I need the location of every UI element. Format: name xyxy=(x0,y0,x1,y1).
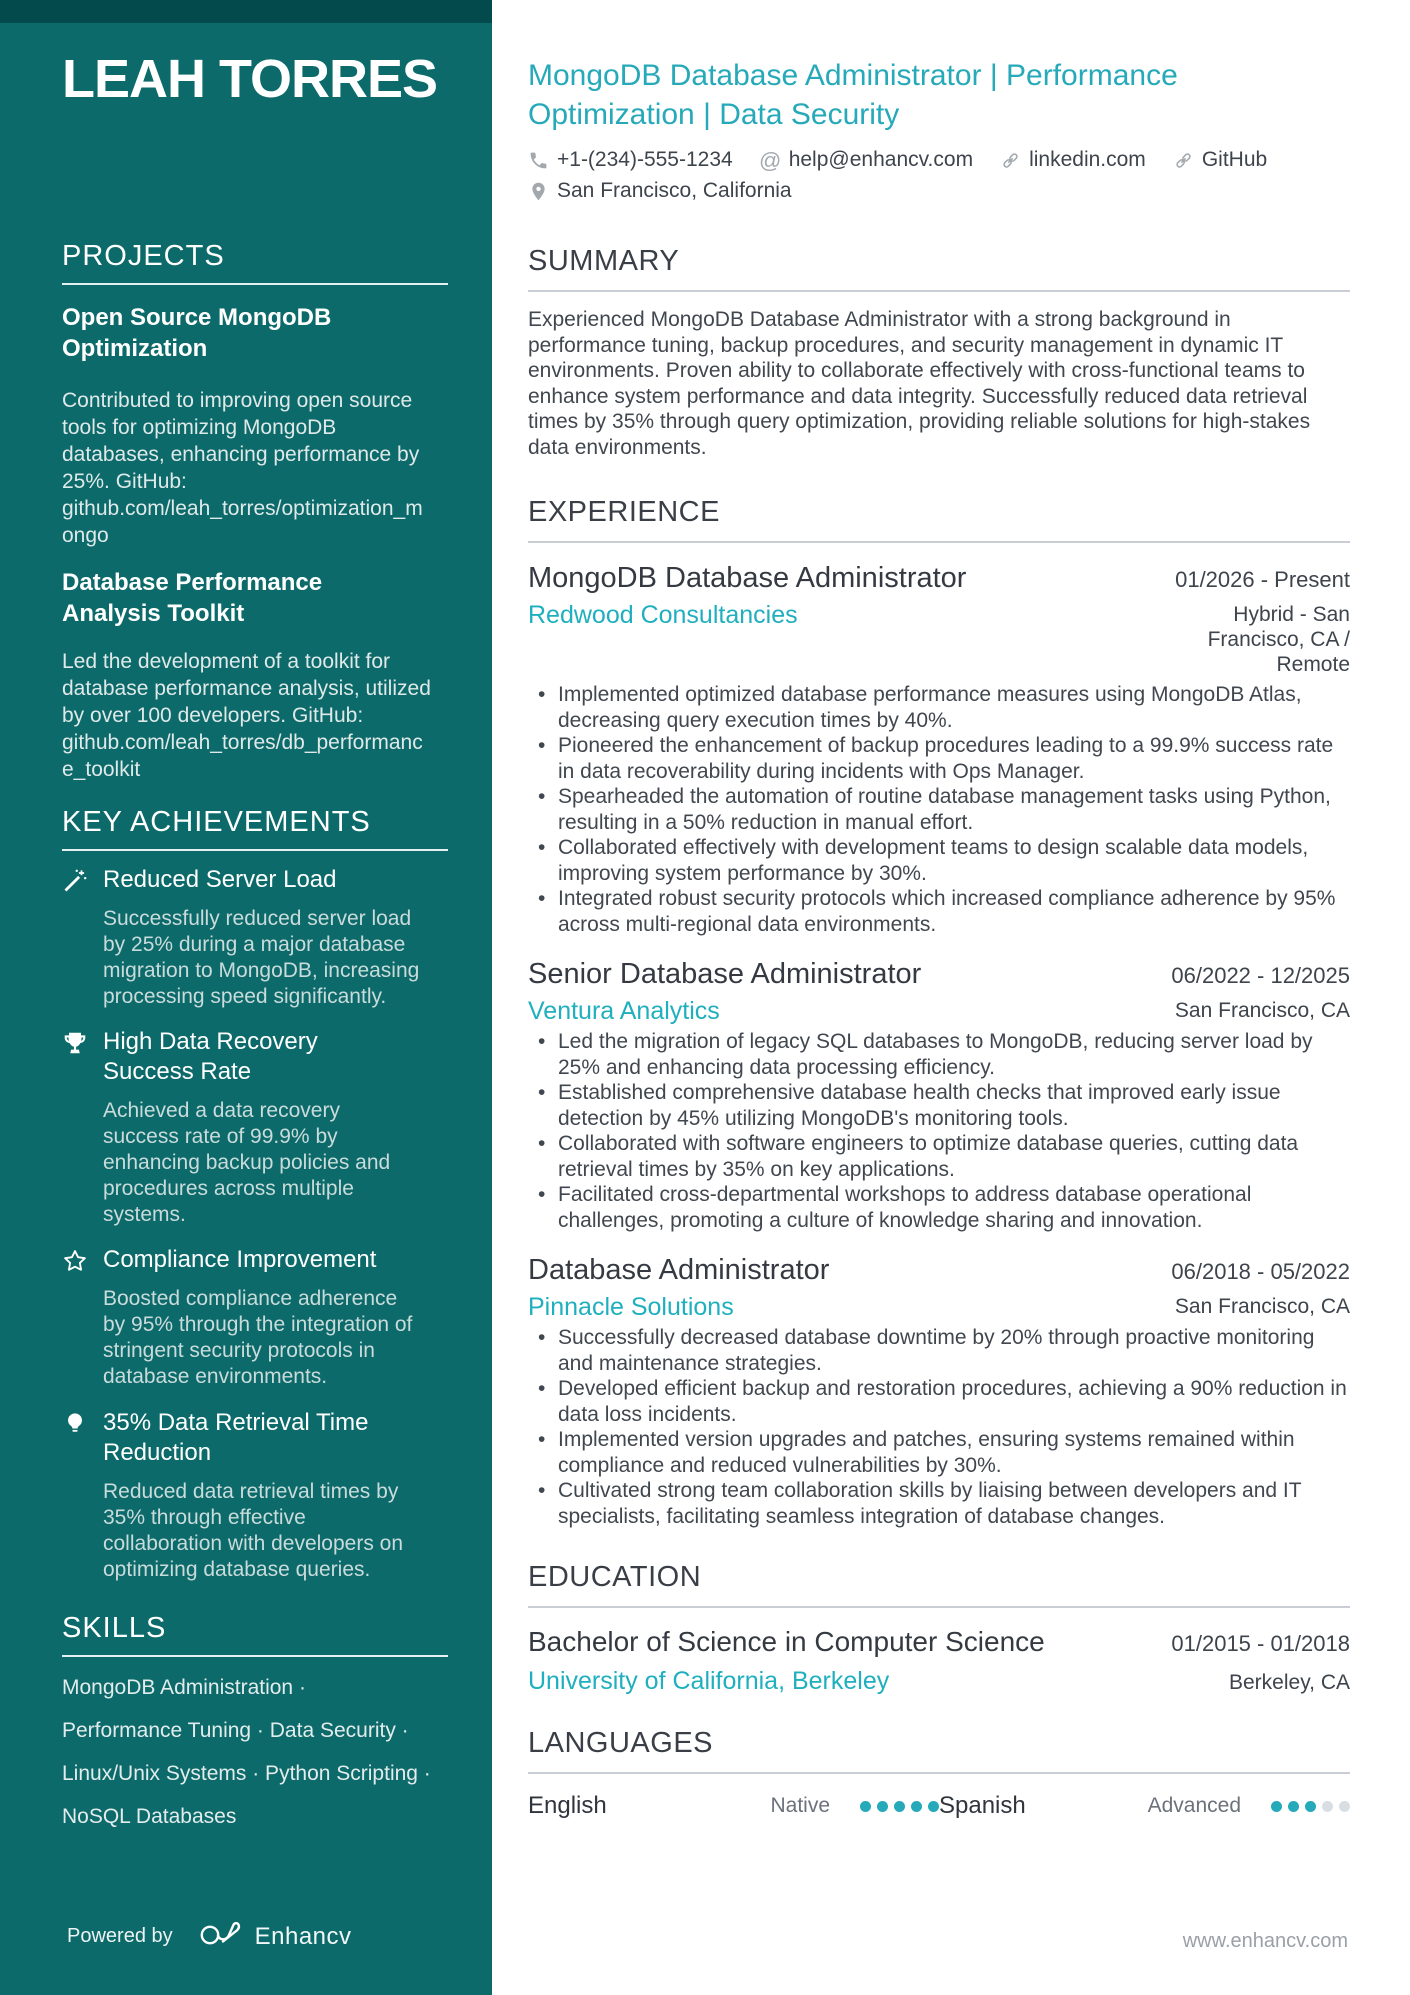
enhancv-url[interactable]: www.enhancv.com xyxy=(1182,1930,1348,1952)
contact-row xyxy=(528,148,1350,172)
at-icon: @ xyxy=(759,147,782,173)
school-name: University of California, Berkeley xyxy=(528,1667,890,1695)
job-bullet: • Integrated robust security protocols which increased compliance adherence by 95% across multi-regional data environments. xyxy=(528,886,1350,937)
location-row xyxy=(528,179,1350,203)
summary-text: Experienced MongoDB Database Administrator with a strong background in performance tuning, backup procedures, and security management in dynamic IT environments. Proven ability to collaborate effectively with cross-functional teams to enhance system performance and data integrity. Successfully reduced data retrieval times by 35% through query optimization, providing reliable solutions for high-stakes data environments. xyxy=(528,308,1311,459)
job-bullet: • Led the migration of legacy SQL databases to MongoDB, reducing server load by 25% and enhancing data processing efficiency. xyxy=(528,1029,1350,1080)
job-bullet: • Developed efficient backup and restoration procedures, achieving a 90% reduction in data loss incidents. xyxy=(528,1376,1350,1427)
language-proficiency-dots xyxy=(854,1801,939,1812)
project-title: Database Performance Analysis Toolkit xyxy=(62,569,323,627)
phone-icon xyxy=(528,150,549,171)
achievement-description: Achieved a data recovery success rate of 99.9% by enhancing backup policies and procedures across multiple systems. xyxy=(103,1099,391,1226)
job-location: San Francisco, CA xyxy=(1174,1295,1350,1318)
proficiency-dot xyxy=(1322,1801,1333,1812)
job-bullet: • Pioneered the enhancement of backup procedures leading to a 99.9% success rate in data recoverability during incidents with Ops Manager. xyxy=(528,733,1350,784)
skill-line: Linux/Unix Systems · Python Scripting · xyxy=(62,1762,431,1785)
powered-by-label: Powered by xyxy=(67,1925,173,1947)
achievement-item xyxy=(62,865,448,1013)
proficiency-dot xyxy=(928,1801,939,1812)
languages-row xyxy=(528,1792,1350,1820)
skill-line: NoSQL Databases xyxy=(62,1805,237,1828)
job-location: San Francisco, CA xyxy=(1174,999,1350,1022)
project-description: Contributed to improving open source tools for optimizing MongoDB databases, enhancing performance by 25%. GitHub: github.com/leah_torres/optimization_mongo xyxy=(62,389,423,547)
proficiency-dot xyxy=(911,1801,922,1812)
achievement-description: Reduced data retrieval times by 35% through effective collaboration with developers on optimizing database queries. xyxy=(103,1480,404,1581)
candidate-name: LEAH TORRES xyxy=(62,49,438,109)
language-level: Advanced xyxy=(1147,1794,1241,1817)
star-icon xyxy=(62,1248,88,1274)
job-company: Ventura Analytics xyxy=(528,997,720,1025)
resume-headline: MongoDB Database Administrator | Performance Optimization | Data Security xyxy=(528,59,1178,131)
achievement-description: Successfully reduced server load by 25% during a major database migration to MongoDB, increasing processing speed significantly. xyxy=(103,907,420,1008)
proficiency-dot xyxy=(877,1801,888,1812)
skills-heading: SKILLS xyxy=(62,1614,448,1657)
job-title: Senior Database Administrator xyxy=(528,958,922,990)
github-link[interactable] xyxy=(1173,148,1267,172)
job-bullets xyxy=(528,1325,1350,1529)
language-item xyxy=(528,1792,939,1820)
language-name: English xyxy=(528,1792,607,1819)
achievement-title: Compliance Improvement xyxy=(103,1246,377,1273)
job-bullet: • Spearheaded the automation of routine database management tasks using Python, resulting in a 50% reduction in manual effort. xyxy=(528,784,1350,835)
proficiency-dot xyxy=(1288,1801,1299,1812)
job-date: 01/2026 - Present xyxy=(1175,567,1350,592)
achievement-item xyxy=(62,1245,448,1393)
project-description: Led the development of a toolkit for database performance analysis, utilized by over 100 developers. GitHub: github.com/leah_torres/db_performance_toolkit xyxy=(62,650,431,781)
job-bullet: • Implemented version upgrades and patches, ensuring systems remained within compliance and reduced vulnerabilities by 30%. xyxy=(528,1427,1350,1478)
job-bullet: • Established comprehensive database health checks that improved early issue detection by 45% utilizing MongoDB's monitoring tools. xyxy=(528,1080,1350,1131)
job-company: Pinnacle Solutions xyxy=(528,1293,734,1321)
job-bullets xyxy=(528,1029,1350,1233)
job-entry xyxy=(528,1255,1350,1529)
school-location: Berkeley, CA xyxy=(1229,1671,1350,1694)
language-name: Spanish xyxy=(939,1792,1026,1819)
enhancv-logo-icon xyxy=(199,1920,243,1953)
achievement-description: Boosted compliance adherence by 95% through the integration of stringent security protocols in database environments. xyxy=(103,1287,413,1388)
degree-title: Bachelor of Science in Computer Science xyxy=(528,1626,1045,1657)
language-proficiency-dots xyxy=(1265,1801,1350,1812)
linkedin-text: linkedin.com xyxy=(1029,148,1146,171)
proficiency-dot xyxy=(1271,1801,1282,1812)
experience-heading: EXPERIENCE xyxy=(528,498,1350,543)
enhancv-brand-text: Enhancv xyxy=(254,1922,352,1950)
summary-heading: SUMMARY xyxy=(528,247,1350,292)
achievement-title: 35% Data Retrieval Time Reduction xyxy=(103,1409,369,1466)
job-location: Hybrid - San Francisco, CA / Remote xyxy=(1207,603,1350,676)
link-icon xyxy=(1000,150,1021,171)
job-entry xyxy=(528,959,1350,1233)
job-date: 06/2022 - 12/2025 xyxy=(1171,963,1350,988)
sidebar xyxy=(0,0,492,1995)
email-address: help@enhancv.com xyxy=(788,148,974,171)
email-contact[interactable] xyxy=(760,148,973,172)
projects-heading: PROJECTS xyxy=(62,242,448,285)
linkedin-link[interactable] xyxy=(1000,148,1146,172)
achievements-heading: KEY ACHIEVEMENTS xyxy=(62,808,448,851)
proficiency-dot xyxy=(894,1801,905,1812)
job-title: Database Administrator xyxy=(528,1254,830,1286)
job-title: MongoDB Database Administrator xyxy=(528,562,967,594)
phone-number: +1-(234)-555-1234 xyxy=(557,148,733,171)
job-bullet: • Implemented optimized database performance measures using MongoDB Atlas, decreasing query execution times by 40%. xyxy=(528,682,1350,733)
skill-line: Performance Tuning · Data Security · xyxy=(62,1719,409,1742)
proficiency-dot xyxy=(860,1801,871,1812)
phone-contact xyxy=(528,148,733,172)
link-icon xyxy=(1173,150,1194,171)
location-text: San Francisco, California xyxy=(557,179,792,202)
achievement-item xyxy=(62,1408,448,1586)
job-bullet: • Collaborated with software engineers to optimize database queries, cutting data retrieval times by 35% on key applications. xyxy=(528,1131,1350,1182)
proficiency-dot xyxy=(1305,1801,1316,1812)
project-title: Open Source MongoDB Optimization xyxy=(62,304,332,362)
wand-icon xyxy=(62,868,88,894)
trophy-icon xyxy=(62,1030,88,1056)
job-bullet: • Successfully decreased database downtime by 20% through proactive monitoring and maintenance strategies. xyxy=(528,1325,1350,1376)
job-date: 06/2018 - 05/2022 xyxy=(1171,1259,1350,1284)
skill-line: MongoDB Administration · xyxy=(62,1676,306,1699)
achievement-title: Reduced Server Load xyxy=(103,866,337,893)
job-company: Redwood Consultancies xyxy=(528,601,798,629)
main-column xyxy=(492,0,1410,1820)
education-date: 01/2015 - 01/2018 xyxy=(1171,1631,1350,1656)
achievement-title: High Data Recovery Success Rate xyxy=(103,1028,318,1085)
language-item xyxy=(939,1792,1350,1820)
job-bullet: • Cultivated strong team collaboration skills by liaising between developers and IT specialists, facilitating seamless integration of database changes. xyxy=(528,1478,1350,1529)
bulb-icon xyxy=(62,1411,88,1437)
achievement-item xyxy=(62,1027,448,1231)
languages-heading: LANGUAGES xyxy=(528,1729,1350,1774)
job-bullet: • Facilitated cross-departmental workshops to address database operational challenges, promoting a culture of knowledge sharing and innovation. xyxy=(528,1182,1350,1233)
language-level: Native xyxy=(770,1794,830,1817)
powered-by-footer xyxy=(67,1920,352,1953)
job-bullets xyxy=(528,682,1350,937)
proficiency-dot xyxy=(1339,1801,1350,1812)
github-text: GitHub xyxy=(1201,148,1268,171)
location-icon xyxy=(528,181,549,202)
job-entry xyxy=(528,563,1350,937)
education-heading: EDUCATION xyxy=(528,1563,1350,1608)
job-bullet: • Collaborated effectively with development teams to design scalable data models, improving system performance by 30%. xyxy=(528,835,1350,886)
top-accent-bar xyxy=(0,0,492,23)
